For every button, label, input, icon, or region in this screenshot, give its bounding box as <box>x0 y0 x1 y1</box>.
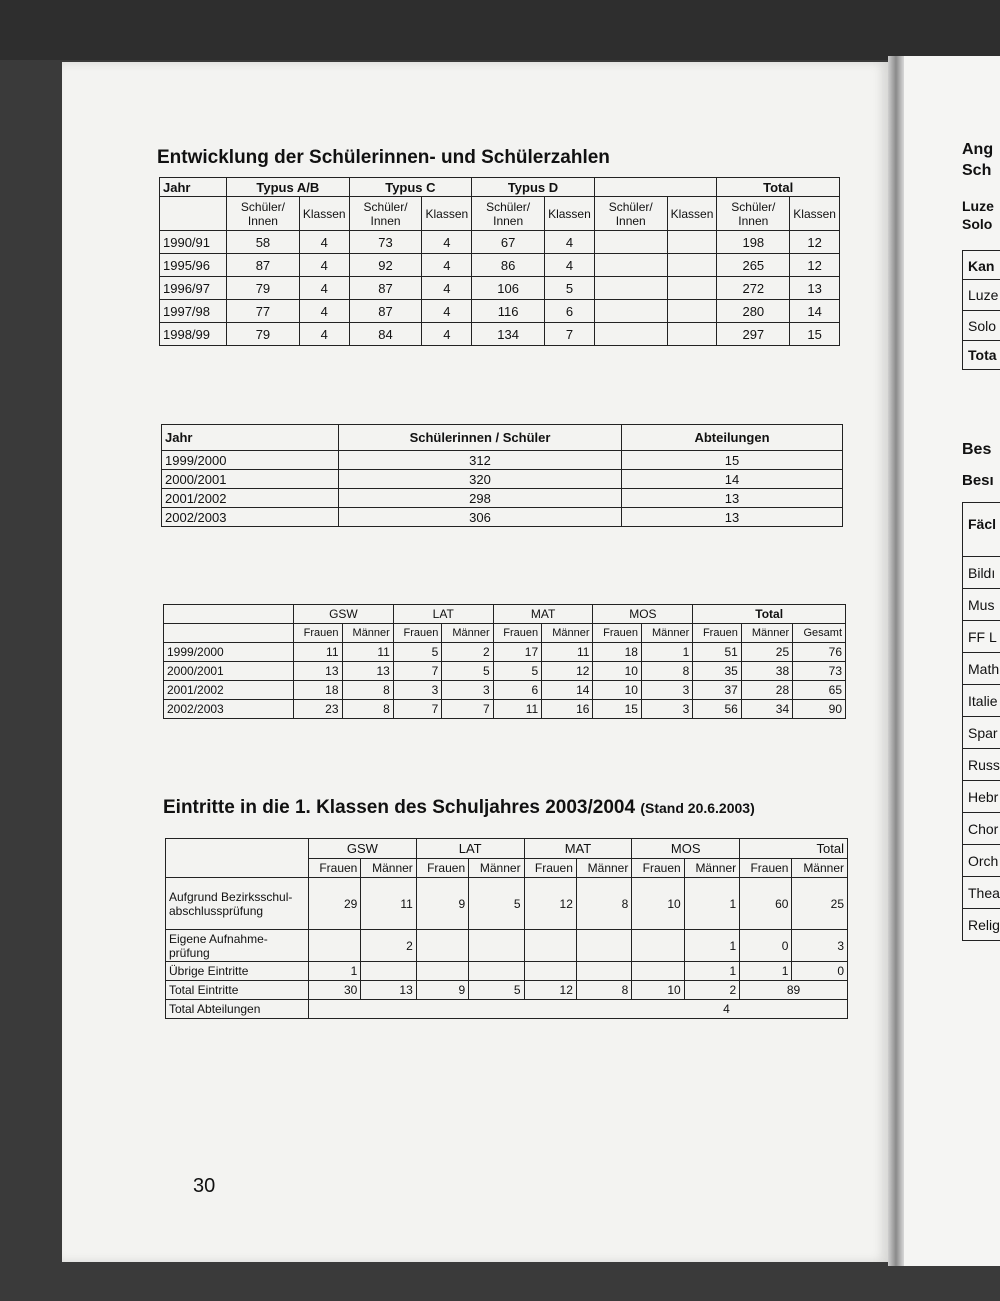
cell: 297 <box>717 323 790 346</box>
cell: 90 <box>793 700 846 719</box>
right-table-cell: Orch <box>962 845 1000 877</box>
cell: 12 <box>542 662 593 681</box>
col-maenner: Männer <box>342 624 393 643</box>
cell: 1999/2000 <box>162 451 339 470</box>
cell: 30 <box>309 981 361 1000</box>
cell-empty <box>160 197 227 231</box>
cell: 13 <box>790 277 840 300</box>
cell: 4 <box>299 231 349 254</box>
row-label: Aufgrund Bezirksschul-abschlussprüfung <box>166 878 309 930</box>
cell <box>667 254 717 277</box>
table-row <box>160 323 840 346</box>
cell: 7 <box>393 662 442 681</box>
cell: 1995/96 <box>160 254 227 277</box>
cell: 272 <box>717 277 790 300</box>
right-table-cell: Luze <box>962 280 1000 311</box>
cell: 312 <box>339 451 622 470</box>
cell: 0 <box>740 930 792 962</box>
cell: 5 <box>493 662 542 681</box>
cell: 2002/2003 <box>162 508 339 527</box>
cell: 4 <box>545 231 595 254</box>
group-mat: MAT <box>524 839 632 859</box>
cell: 0 <box>792 962 848 981</box>
cell: 1 <box>309 962 361 981</box>
cell: 5 <box>469 878 524 930</box>
cell <box>576 962 631 981</box>
cell <box>361 962 416 981</box>
cell: 10 <box>632 981 684 1000</box>
col-typus-c: Typus C <box>349 178 472 197</box>
group-mat: MAT <box>493 605 593 624</box>
cell: 9 <box>416 878 468 930</box>
right-heading: Besı <box>962 472 994 489</box>
cell: 3 <box>792 930 848 962</box>
cell: 11 <box>542 643 593 662</box>
cell: 13 <box>294 662 343 681</box>
cell: 6 <box>493 681 542 700</box>
cell: 3 <box>641 700 692 719</box>
cell: 2002/2003 <box>164 700 294 719</box>
cell: 14 <box>790 300 840 323</box>
row-label: Übrige Eintritte <box>166 962 309 981</box>
cell: 9 <box>416 981 468 1000</box>
col-jahr: Jahr <box>160 178 227 197</box>
cell: 28 <box>741 681 792 700</box>
cell: 35 <box>693 662 742 681</box>
cell: 29 <box>309 878 361 930</box>
table-row <box>162 470 843 489</box>
cell: 15 <box>593 700 642 719</box>
cell: 87 <box>349 300 422 323</box>
cell: 7 <box>545 323 595 346</box>
cell: 7 <box>393 700 442 719</box>
cell: 3 <box>393 681 442 700</box>
heading-eintritte <box>163 797 755 819</box>
cell: 13 <box>622 489 843 508</box>
table-abteilungen <box>161 424 843 527</box>
cell <box>632 930 684 962</box>
cell <box>667 277 717 300</box>
right-table-cell: Russ <box>962 749 1000 781</box>
table-row <box>166 930 848 962</box>
cell: 2 <box>684 981 739 1000</box>
cell <box>667 300 717 323</box>
right-heading-line: Ang <box>962 141 994 158</box>
cell <box>667 323 717 346</box>
heading-eintritte-text: Eintritte in die 1. Klassen des Schuljahres 2003/2004 <box>163 797 636 818</box>
right-table-cell: Thea <box>962 877 1000 909</box>
cell: 1998/99 <box>160 323 227 346</box>
cell: 17 <box>493 643 542 662</box>
group-mos: MOS <box>593 605 693 624</box>
table-row <box>166 878 848 930</box>
col-maenner: Männer <box>361 859 416 878</box>
cell: 4 <box>422 323 472 346</box>
cell: 15 <box>622 451 843 470</box>
group-mos: MOS <box>632 839 740 859</box>
cell: 92 <box>349 254 422 277</box>
col-klassen: Klassen <box>667 197 717 231</box>
cell: 198 <box>717 231 790 254</box>
table-row <box>166 962 848 981</box>
right-table-cell: Math <box>962 653 1000 685</box>
cell <box>594 277 667 300</box>
cell: 34 <box>741 700 792 719</box>
cell: 4 <box>422 231 472 254</box>
cell: 84 <box>349 323 422 346</box>
cell: 2000/2001 <box>164 662 294 681</box>
col-maenner: Männer <box>576 859 631 878</box>
cell: 265 <box>717 254 790 277</box>
right-table-cell: Solo <box>962 311 1000 341</box>
group-gsw: GSW <box>309 839 417 859</box>
cell: 4 <box>299 277 349 300</box>
col-maenner: Männer <box>684 859 739 878</box>
cell: 8 <box>342 681 393 700</box>
col-frauen: Frauen <box>416 859 468 878</box>
cell: 1 <box>684 878 739 930</box>
right-table-cell: Tota <box>962 341 1000 370</box>
cell: 65 <box>793 681 846 700</box>
col-schueler: Schüler/ Innen <box>227 197 300 231</box>
right-table-cell: Fäcl <box>962 502 1000 557</box>
cell: 3 <box>641 681 692 700</box>
cell-empty <box>164 605 294 624</box>
col-schueler: Schüler/ Innen <box>594 197 667 231</box>
cell: 5 <box>442 662 493 681</box>
col-klassen: Klassen <box>299 197 349 231</box>
cell: 1996/97 <box>160 277 227 300</box>
cell: 18 <box>593 643 642 662</box>
right-table-cell: Mus <box>962 589 1000 621</box>
col-schuelerinnen: Schülerinnen / Schüler <box>339 425 622 451</box>
right-table-cell: FF L <box>962 621 1000 653</box>
right-table-cell: Bildı <box>962 557 1000 589</box>
col-klassen: Klassen <box>790 197 840 231</box>
cell: 11 <box>342 643 393 662</box>
cell: 5 <box>393 643 442 662</box>
cell: 12 <box>524 981 576 1000</box>
cell: 25 <box>741 643 792 662</box>
col-jahr: Jahr <box>162 425 339 451</box>
col-klassen: Klassen <box>422 197 472 231</box>
cell: 11 <box>294 643 343 662</box>
col-frauen: Frauen <box>294 624 343 643</box>
table-row <box>160 300 840 323</box>
cell: 4 <box>299 254 349 277</box>
cell: 4 <box>422 277 472 300</box>
cell: 1999/2000 <box>164 643 294 662</box>
col-frauen: Frauen <box>524 859 576 878</box>
cell: 6 <box>545 300 595 323</box>
cell: 4 <box>299 323 349 346</box>
cell <box>594 323 667 346</box>
right-table-cell: Kan <box>962 250 1000 280</box>
col-total: Total <box>717 178 840 197</box>
cell-empty <box>164 624 294 643</box>
col-maenner: Männer <box>542 624 593 643</box>
cell: 15 <box>790 323 840 346</box>
group-total: Total <box>740 839 848 859</box>
row-label: Eigene Aufnahme-prüfung <box>166 930 309 962</box>
cell: 77 <box>227 300 300 323</box>
cell <box>309 930 361 962</box>
table-row <box>162 489 843 508</box>
table-row <box>164 643 846 662</box>
group-lat: LAT <box>393 605 493 624</box>
cell: 306 <box>339 508 622 527</box>
cell <box>524 930 576 962</box>
cell: 280 <box>717 300 790 323</box>
cell-empty <box>166 839 309 878</box>
cell <box>469 962 524 981</box>
col-frauen: Frauen <box>740 859 792 878</box>
table-row <box>164 662 846 681</box>
cell: 60 <box>740 878 792 930</box>
col-maenner: Männer <box>442 624 493 643</box>
cell: 5 <box>545 277 595 300</box>
cell: 16 <box>542 700 593 719</box>
cell: 116 <box>472 300 545 323</box>
cell: 4 <box>422 254 472 277</box>
cell <box>576 930 631 962</box>
table-row <box>164 700 846 719</box>
col-empty <box>594 178 717 197</box>
cell: 11 <box>493 700 542 719</box>
col-typus-ab: Typus A/B <box>227 178 350 197</box>
col-schueler: Schüler/ Innen <box>472 197 545 231</box>
cell: 12 <box>524 878 576 930</box>
cell <box>594 231 667 254</box>
cell: 18 <box>294 681 343 700</box>
cell: 13 <box>361 981 416 1000</box>
cell: 73 <box>793 662 846 681</box>
table-schuelerzahlen <box>159 177 840 346</box>
book-gutter <box>888 56 904 1266</box>
right-heading-line: Sch <box>962 162 992 179</box>
cell: 134 <box>472 323 545 346</box>
cell: 106 <box>472 277 545 300</box>
cell: 1997/98 <box>160 300 227 323</box>
cell: 1990/91 <box>160 231 227 254</box>
cell: 11 <box>361 878 416 930</box>
cell: 87 <box>349 277 422 300</box>
right-heading: Bes <box>962 441 992 458</box>
cell <box>416 962 468 981</box>
cell: 1 <box>740 962 792 981</box>
cell: 2 <box>442 643 493 662</box>
cell: 13 <box>342 662 393 681</box>
cell: 79 <box>227 277 300 300</box>
row-label: Total Eintritte <box>166 981 309 1000</box>
right-table-cell: Italie <box>962 685 1000 717</box>
cell: 2 <box>361 930 416 962</box>
cell: 4 <box>309 1000 848 1019</box>
right-subheading: Solo <box>962 216 993 232</box>
col-frauen: Frauen <box>393 624 442 643</box>
cell: 10 <box>593 662 642 681</box>
col-frauen: Frauen <box>493 624 542 643</box>
col-frauen: Frauen <box>593 624 642 643</box>
col-frauen: Frauen <box>309 859 361 878</box>
cell: 8 <box>641 662 692 681</box>
col-frauen: Frauen <box>693 624 742 643</box>
table-row <box>166 1000 848 1019</box>
table-row <box>160 231 840 254</box>
table-eintritte <box>165 838 848 1019</box>
cell: 4 <box>545 254 595 277</box>
cell: 76 <box>793 643 846 662</box>
cell: 58 <box>227 231 300 254</box>
cell: 2000/2001 <box>162 470 339 489</box>
right-table-cell: Chor <box>962 813 1000 845</box>
cell: 67 <box>472 231 545 254</box>
cell: 12 <box>790 254 840 277</box>
cell: 86 <box>472 254 545 277</box>
cell: 1 <box>684 962 739 981</box>
table-row <box>166 981 848 1000</box>
table-maturitaet <box>163 604 846 719</box>
cell <box>469 930 524 962</box>
scan-background <box>0 0 1000 60</box>
cell: 38 <box>741 662 792 681</box>
cell: 8 <box>576 981 631 1000</box>
right-subheading: Luze <box>962 198 994 214</box>
cell: 51 <box>693 643 742 662</box>
col-maenner: Männer <box>792 859 848 878</box>
table-row <box>164 681 846 700</box>
table-row <box>162 451 843 470</box>
cell: 4 <box>422 300 472 323</box>
cell: 10 <box>593 681 642 700</box>
right-table-cell: Relig <box>962 909 1000 941</box>
cell: 3 <box>442 681 493 700</box>
col-klassen: Klassen <box>545 197 595 231</box>
cell: 2001/2002 <box>164 681 294 700</box>
cell: 7 <box>442 700 493 719</box>
cell: 23 <box>294 700 343 719</box>
cell: 73 <box>349 231 422 254</box>
cell <box>594 300 667 323</box>
cell: 2001/2002 <box>162 489 339 508</box>
col-gesamt: Gesamt <box>793 624 846 643</box>
col-maenner: Männer <box>469 859 524 878</box>
cell <box>667 231 717 254</box>
col-frauen: Frauen <box>632 859 684 878</box>
cell <box>416 930 468 962</box>
cell: 14 <box>622 470 843 489</box>
col-maenner: Männer <box>741 624 792 643</box>
cell: 56 <box>693 700 742 719</box>
heading-eintritte-stand: (Stand 20.6.2003) <box>640 800 755 816</box>
col-maenner: Männer <box>641 624 692 643</box>
cell: 1 <box>641 643 692 662</box>
right-table-cell: Spar <box>962 717 1000 749</box>
group-lat: LAT <box>416 839 524 859</box>
cell: 4 <box>299 300 349 323</box>
cell: 79 <box>227 323 300 346</box>
cell <box>524 962 576 981</box>
cell: 8 <box>342 700 393 719</box>
table-row <box>160 277 840 300</box>
cell <box>594 254 667 277</box>
cell: 1 <box>684 930 739 962</box>
table-row <box>160 254 840 277</box>
cell: 87 <box>227 254 300 277</box>
cell: 298 <box>339 489 622 508</box>
col-schueler: Schüler/ Innen <box>349 197 422 231</box>
cell <box>632 962 684 981</box>
group-gsw: GSW <box>294 605 394 624</box>
cell: 14 <box>542 681 593 700</box>
col-typus-d: Typus D <box>472 178 595 197</box>
right-table-cell: Hebr <box>962 781 1000 813</box>
cell: 320 <box>339 470 622 489</box>
cell: 5 <box>469 981 524 1000</box>
page-number: 30 <box>193 1175 216 1197</box>
cell: 25 <box>792 878 848 930</box>
cell: 89 <box>740 981 848 1000</box>
group-total: Total <box>693 605 846 624</box>
col-schueler: Schüler/ Innen <box>717 197 790 231</box>
table-row <box>162 508 843 527</box>
cell: 10 <box>632 878 684 930</box>
heading-entwicklung: Entwicklung der Schülerinnen- und Schülerzahlen <box>157 147 610 168</box>
cell: 37 <box>693 681 742 700</box>
cell: 12 <box>790 231 840 254</box>
cell: 13 <box>622 508 843 527</box>
cell: 8 <box>576 878 631 930</box>
row-label: Total Abteilungen <box>166 1000 309 1019</box>
col-abteilungen: Abteilungen <box>622 425 843 451</box>
